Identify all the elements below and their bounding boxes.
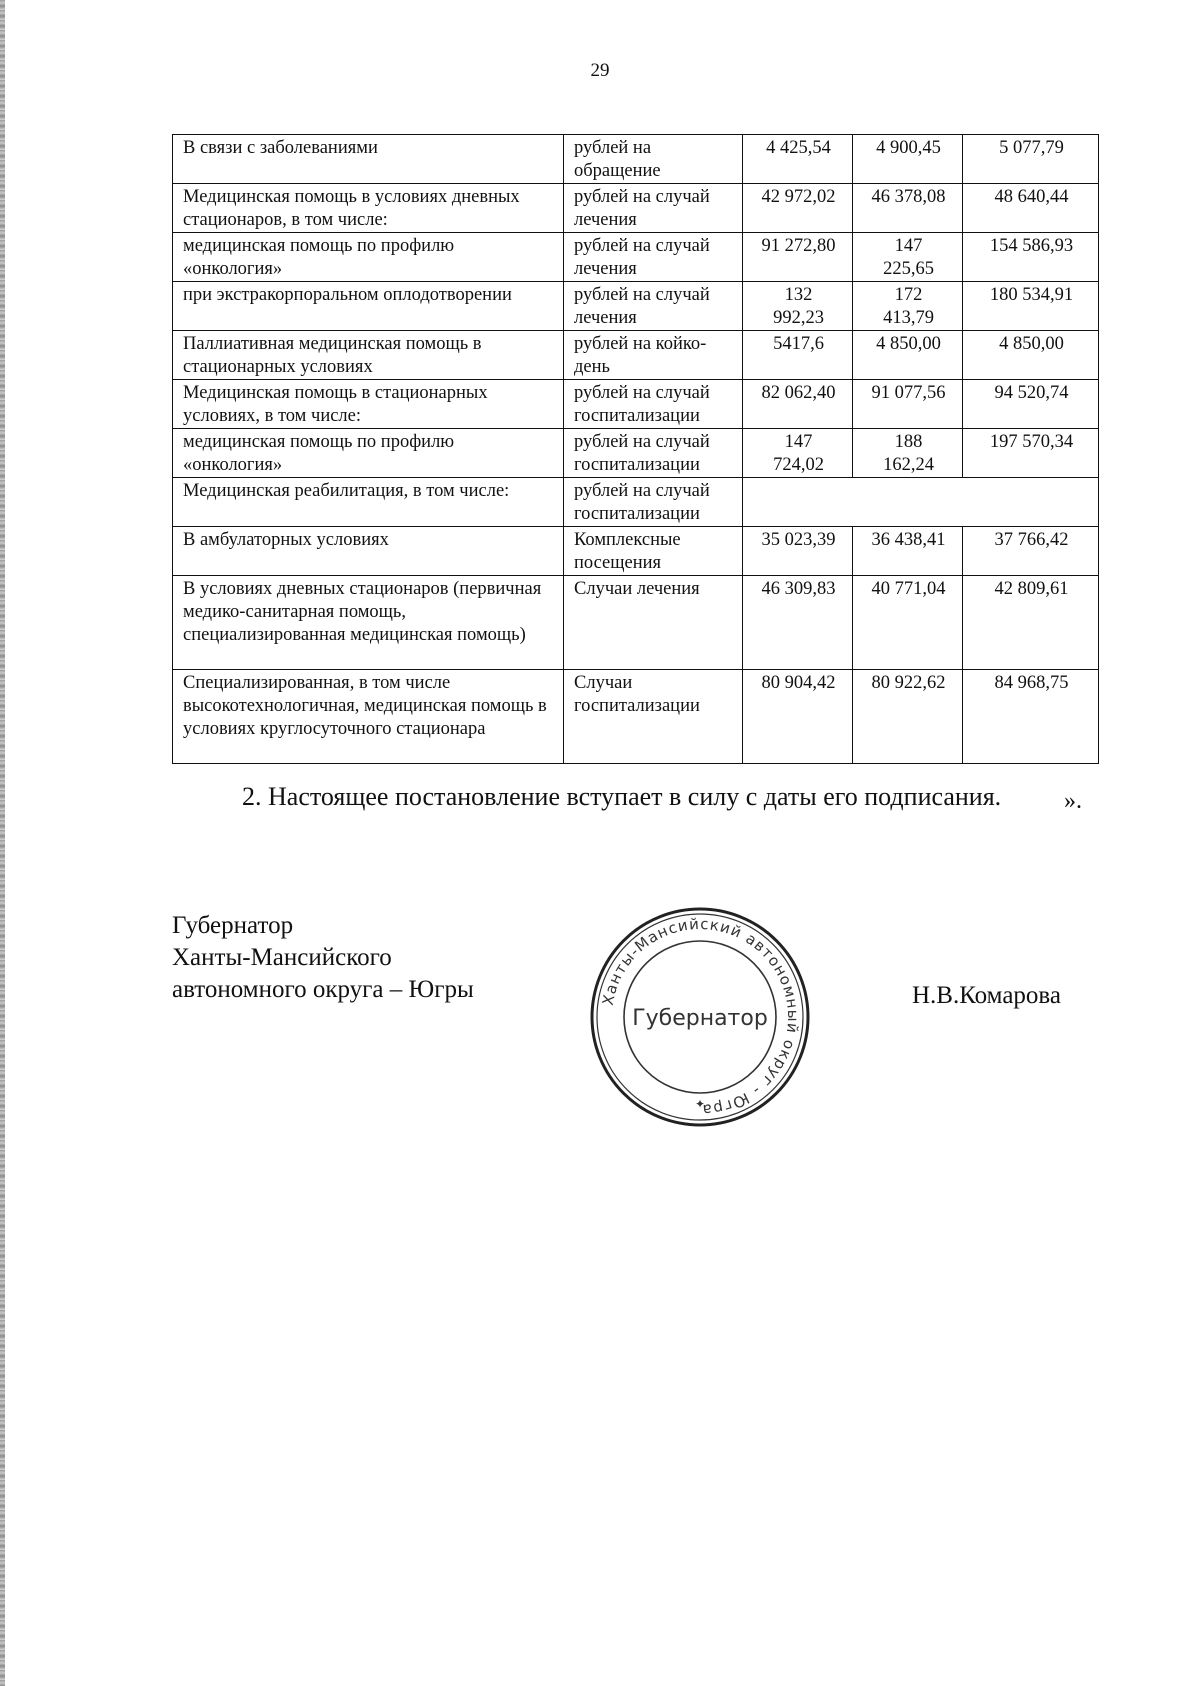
row-value-3: 42 809,61 (963, 576, 1099, 670)
row-value-2: 147 225,65 (853, 233, 963, 282)
row-name: Паллиативная медицинская помощь в стационарных условиях (173, 331, 564, 380)
row-value-2: 46 378,08 (853, 184, 963, 233)
row-value-2: 4 900,45 (853, 135, 963, 184)
row-unit: рублей на случай госпитализации (564, 429, 743, 478)
row-name: Специализированная, в том числе высокотехнологичная, медицинская помощь в условиях круглосуточного стационара (173, 670, 564, 764)
row-name: медицинская помощь по профилю «онкология» (173, 233, 564, 282)
seal-star-icon: ✦ (694, 1097, 706, 1111)
row-value-3: 48 640,44 (963, 184, 1099, 233)
row-value-1: 46 309,83 (743, 576, 853, 670)
row-unit: рублей на случай лечения (564, 184, 743, 233)
row-unit: Случаи госпитализации (564, 670, 743, 764)
row-value-3: 5 077,79 (963, 135, 1099, 184)
table-row (173, 135, 1099, 184)
signature-title-line: Ханты-Мансийского (172, 944, 392, 971)
row-value-1: 4 425,54 (743, 135, 853, 184)
table-row (173, 576, 1099, 670)
row-value-2: 80 922,62 (853, 670, 963, 764)
signature-title-line: автономного округа – Югры (172, 976, 474, 1003)
row-value-1: 35 023,39 (743, 527, 853, 576)
tariff-table (172, 134, 1099, 764)
signature-title-line: Губернатор (172, 912, 294, 939)
row-value-1: 42 972,02 (743, 184, 853, 233)
table-row (173, 670, 1099, 764)
row-unit: рублей на обращение (564, 135, 743, 184)
row-value-2: 36 438,41 (853, 527, 963, 576)
row-unit: рублей на койко-день (564, 331, 743, 380)
row-unit: Случаи лечения (564, 576, 743, 670)
row-value-1: 132 992,23 (743, 282, 853, 331)
row-value-1: 91 272,80 (743, 233, 853, 282)
page-number: 29 (590, 60, 610, 81)
row-name: Медицинская помощь в условиях дневных стационаров, в том числе: (173, 184, 564, 233)
table-row (173, 380, 1099, 429)
row-name: Медицинская реабилитация, в том числе: (173, 478, 564, 527)
row-value-1: 80 904,42 (743, 670, 853, 764)
row-name: В амбулаторных условиях (173, 527, 564, 576)
row-value-3: 4 850,00 (963, 331, 1099, 380)
row-value-empty (743, 478, 1099, 527)
row-value-2: 91 077,56 (853, 380, 963, 429)
table-row (173, 429, 1099, 478)
clause-2: 2. Настоящее постановление вступает в силу с даты его подписания. (242, 782, 1002, 811)
row-name: В условиях дневных стационаров (первичная медико-санитарная помощь, специализированная медицинская помощь) (173, 576, 564, 670)
row-value-3: 180 534,91 (963, 282, 1099, 331)
row-value-2: 188 162,24 (853, 429, 963, 478)
table-row (173, 478, 1099, 527)
row-name: В связи с заболеваниями (173, 135, 564, 184)
row-value-2: 4 850,00 (853, 331, 963, 380)
row-value-1: 147 724,02 (743, 429, 853, 478)
row-unit: рублей на случай госпитализации (564, 478, 743, 527)
official-seal (585, 902, 815, 1132)
scan-edge (0, 0, 5, 1686)
table-row (173, 331, 1099, 380)
signature-title (172, 910, 474, 1006)
row-value-2: 40 771,04 (853, 576, 963, 670)
row-name: медицинская помощь по профилю «онкология» (173, 429, 564, 478)
row-unit: рублей на случай лечения (564, 233, 743, 282)
row-unit: рублей на случай лечения (564, 282, 743, 331)
row-value-3: 154 586,93 (963, 233, 1099, 282)
row-value-3: 84 968,75 (963, 670, 1099, 764)
row-value-2: 172 413,79 (853, 282, 963, 331)
row-value-3: 197 570,34 (963, 429, 1099, 478)
closing-quote: ». (1064, 788, 1082, 814)
seal-outer-text: Ханты-Мансийский автономный округ - Югра (598, 914, 803, 1120)
table-row (173, 233, 1099, 282)
row-value-3: 94 520,74 (963, 380, 1099, 429)
row-name: Медицинская помощь в стационарных условиях, в том числе: (173, 380, 564, 429)
row-value-1: 82 062,40 (743, 380, 853, 429)
row-unit: рублей на случай госпитализации (564, 380, 743, 429)
row-name: при экстракорпоральном оплодотворении (173, 282, 564, 331)
row-unit: Комплексные посещения (564, 527, 743, 576)
table-row (173, 527, 1099, 576)
seal-center-text: Губернатор (632, 1006, 768, 1031)
signature-name: Н.В.Комарова (912, 982, 1061, 1009)
table-row (173, 184, 1099, 233)
row-value-3: 37 766,42 (963, 527, 1099, 576)
table-row (173, 282, 1099, 331)
row-value-1: 5417,6 (743, 331, 853, 380)
